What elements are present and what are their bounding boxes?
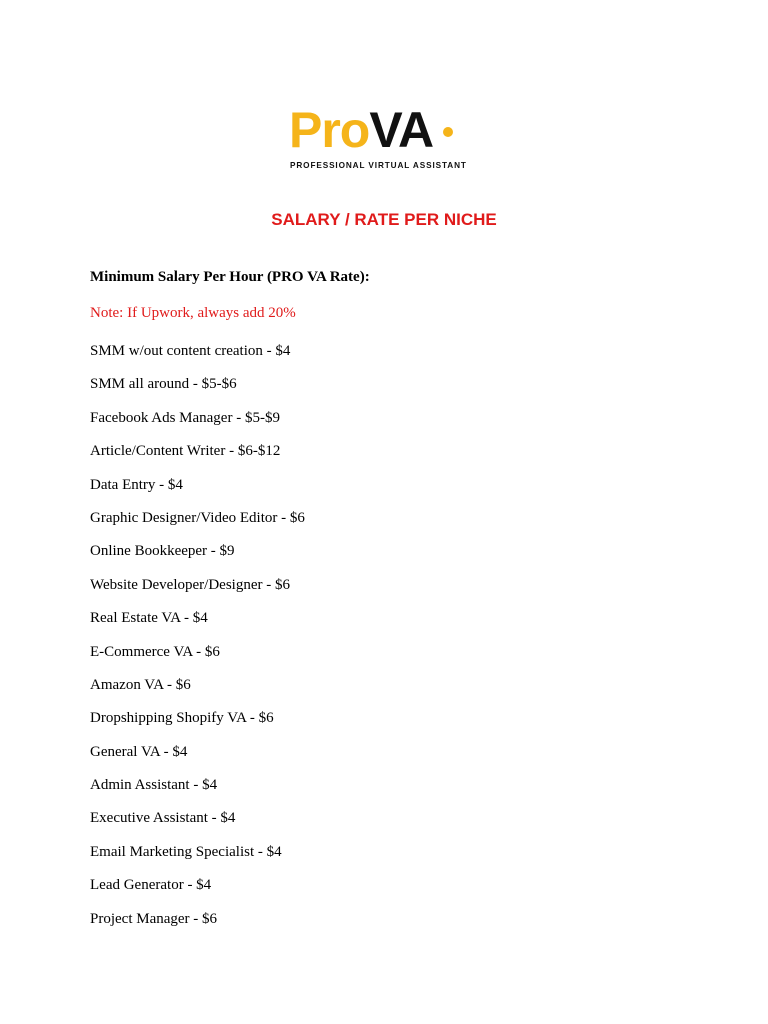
page-title: SALARY / RATE PER NICHE — [271, 210, 497, 229]
rate-item: Online Bookkeeper - $9 — [90, 543, 235, 560]
rate-item: Email Marketing Specialist - $4 — [90, 843, 282, 860]
logo-pro-text: Pro — [289, 102, 370, 158]
rate-item: Graphic Designer/Video Editor - $6 — [90, 509, 305, 526]
rate-item: Lead Generator - $4 — [90, 877, 212, 894]
rate-item: Amazon VA - $6 — [90, 676, 191, 693]
logo-va-text: VA — [369, 102, 434, 158]
rate-item: Article/Content Writer - $6-$12 — [90, 443, 281, 460]
upwork-note: Note: If Upwork, always add 20% — [90, 305, 296, 321]
rate-item: E-Commerce VA - $6 — [90, 643, 220, 660]
section-heading: Minimum Salary Per Hour (PRO VA Rate): — [90, 269, 370, 285]
rate-item: General VA - $4 — [90, 743, 188, 760]
rate-item: Real Estate VA - $4 — [90, 610, 208, 627]
rate-item: Website Developer/Designer - $6 — [90, 576, 290, 593]
logo-wordmark — [289, 100, 433, 160]
rate-item: Project Manager - $6 — [90, 910, 218, 927]
rate-item: SMM w/out content creation - $4 — [90, 343, 291, 359]
logo-dot-icon — [443, 127, 453, 137]
rate-item: Executive Assistant - $4 — [90, 810, 236, 827]
prova-logo — [289, 100, 481, 176]
rate-item: Facebook Ads Manager - $5-$9 — [90, 409, 280, 426]
rate-item: Data Entry - $4 — [90, 476, 183, 493]
logo-tagline: PROFESSIONAL VIRTUAL ASSISTANT — [290, 161, 467, 170]
rate-item: SMM all around - $5-$6 — [90, 376, 237, 393]
rate-list — [90, 342, 305, 943]
rate-item: Dropshipping Shopify VA - $6 — [90, 710, 274, 727]
rate-item: Admin Assistant - $4 — [90, 777, 218, 794]
